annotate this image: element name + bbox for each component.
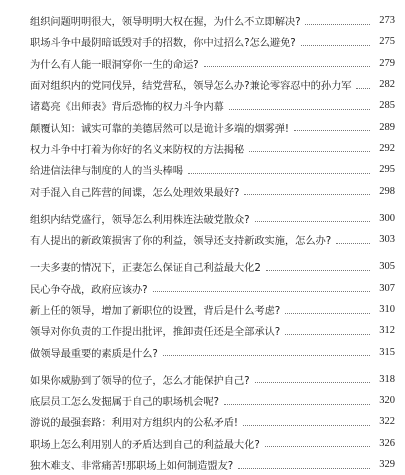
toc-entry-title: 职场斗争中最阴暗诋毁对手的招数，你中过招么?怎么避免?	[30, 34, 298, 49]
dot-leader	[153, 290, 370, 292]
toc-entry-title: 颠覆认知：诚实可靠的美德居然可以是诡计多端的烟雾弹!	[30, 120, 291, 135]
toc-entry-page-number: 285	[373, 100, 395, 111]
dot-leader	[265, 445, 370, 447]
toc-entry-title: 领导对你负责的工作提出批评，推卸责任还是全部承认?	[30, 323, 282, 338]
toc-entry[interactable]	[0, 369, 405, 390]
dot-leader	[244, 193, 370, 195]
toc-entry[interactable]	[0, 341, 405, 362]
dot-leader	[163, 354, 370, 356]
toc-entry[interactable]	[0, 454, 405, 475]
dot-leader	[301, 44, 370, 46]
toc-entry-page-number: 300	[373, 213, 395, 224]
dot-leader	[305, 23, 370, 25]
dot-leader	[336, 242, 370, 244]
toc-entry-title: 做领导最重要的素质是什么?	[30, 345, 160, 360]
toc-entry-page-number: 282	[373, 79, 395, 90]
toc-entry-page-number: 310	[373, 304, 395, 315]
toc-entry-page-number: 303	[373, 234, 395, 245]
toc-entry-page-number: 307	[373, 283, 395, 294]
toc-entry[interactable]	[0, 278, 405, 299]
toc-entry-title: 民心争夺战，政府应该办?	[30, 281, 150, 296]
toc-entry[interactable]	[0, 390, 405, 411]
dot-leader	[188, 172, 370, 174]
toc-entry[interactable]	[0, 31, 405, 52]
toc-entry-page-number: 320	[373, 395, 395, 406]
dot-leader	[255, 381, 371, 383]
toc-entry[interactable]	[0, 256, 405, 277]
toc-entry-page-number: 279	[373, 58, 395, 69]
toc-entry[interactable]	[0, 116, 405, 137]
toc-entry[interactable]	[0, 180, 405, 201]
dot-leader	[229, 108, 370, 110]
toc-entry-title: 组织内结党盛行，领导怎么利用株连法破党散众?	[30, 211, 252, 226]
toc-entry-page-number: 329	[373, 459, 395, 470]
toc-entry[interactable]	[0, 299, 405, 320]
toc-entry-title: 如果你威胁到了领导的位子，怎么才能保护自己?	[30, 372, 252, 387]
toc-entry[interactable]	[0, 138, 405, 159]
toc-entry[interactable]	[0, 159, 405, 180]
toc-entry-title: 一夫多妻的情况下，正妻怎么保证自己利益最大化2	[30, 259, 263, 274]
dot-leader	[294, 129, 370, 131]
dot-leader	[224, 403, 370, 405]
dot-leader	[266, 269, 370, 271]
toc-entry-title: 职场上怎么利用别人的矛盾达到自己的利益最大化?	[30, 436, 262, 451]
dot-leader	[255, 220, 371, 222]
dot-leader	[249, 150, 370, 152]
toc-entry[interactable]	[0, 95, 405, 116]
dot-leader	[285, 312, 370, 314]
toc-entry-page-number: 305	[373, 261, 395, 272]
toc-entry-title: 组织问题明明很大，领导明明大权在握，为什么不立即解决?	[30, 13, 302, 28]
toc-entry[interactable]	[0, 229, 405, 250]
table-of-contents	[0, 10, 405, 475]
toc-entry-page-number: 292	[373, 143, 395, 154]
toc-entry-page-number: 326	[373, 438, 395, 449]
toc-entry-page-number: 315	[373, 347, 395, 358]
toc-entry-title: 权力斗争中打着为你好的名义来防权的方法揭秘	[30, 141, 246, 156]
toc-entry-title: 面对组织内的党同伐异，结党营私，领导怎么办?兼论零容忍中的孙力军	[30, 77, 353, 92]
toc-entry[interactable]	[0, 74, 405, 95]
toc-entry[interactable]	[0, 433, 405, 454]
toc-entry-page-number: 275	[373, 36, 395, 47]
toc-entry[interactable]	[0, 411, 405, 432]
toc-entry-page-number: 322	[373, 416, 395, 427]
toc-entry[interactable]	[0, 53, 405, 74]
toc-entry[interactable]	[0, 10, 405, 31]
toc-entry-title: 游说的最强套路：利用对方组织内的公私矛盾!	[30, 414, 240, 429]
toc-entry-page-number: 295	[373, 164, 395, 175]
toc-entry-title: 有人提出的新政策损害了你的利益，领导还支持新政实施，怎么办?	[30, 232, 333, 247]
toc-entry-page-number: 298	[373, 186, 395, 197]
dot-leader	[243, 424, 370, 426]
toc-entry-page-number: 318	[373, 374, 395, 385]
toc-entry-title: 给进信法律与制度的人的当头棒喝	[30, 162, 185, 177]
toc-entry-page-number: 312	[373, 325, 395, 336]
toc-entry-title: 为什么有人能一眼洞穿你一生的命运?	[30, 56, 201, 71]
toc-entry[interactable]	[0, 320, 405, 341]
toc-entry-page-number: 289	[373, 122, 395, 133]
toc-entry-title: 底层员工怎么发掘属于自己的职场机会呢?	[30, 393, 221, 408]
dot-leader	[356, 87, 370, 89]
toc-entry-title: 对手混入自己阵营的间谍，怎么处理效果最好?	[30, 184, 241, 199]
toc-entry[interactable]	[0, 208, 405, 229]
toc-entry-title: 新上任的领导，增加了新职位的设置，背后是什么考虑?	[30, 302, 282, 317]
toc-entry-title: 诸葛亮《出师表》背后恐怖的权力斗争内幕	[30, 98, 226, 113]
dot-leader	[285, 333, 370, 335]
toc-entry-page-number: 273	[373, 15, 395, 26]
dot-leader	[204, 65, 370, 67]
toc-entry-title: 独木难支、非常痛苦!那职场上如何制造盟友?	[30, 457, 235, 472]
